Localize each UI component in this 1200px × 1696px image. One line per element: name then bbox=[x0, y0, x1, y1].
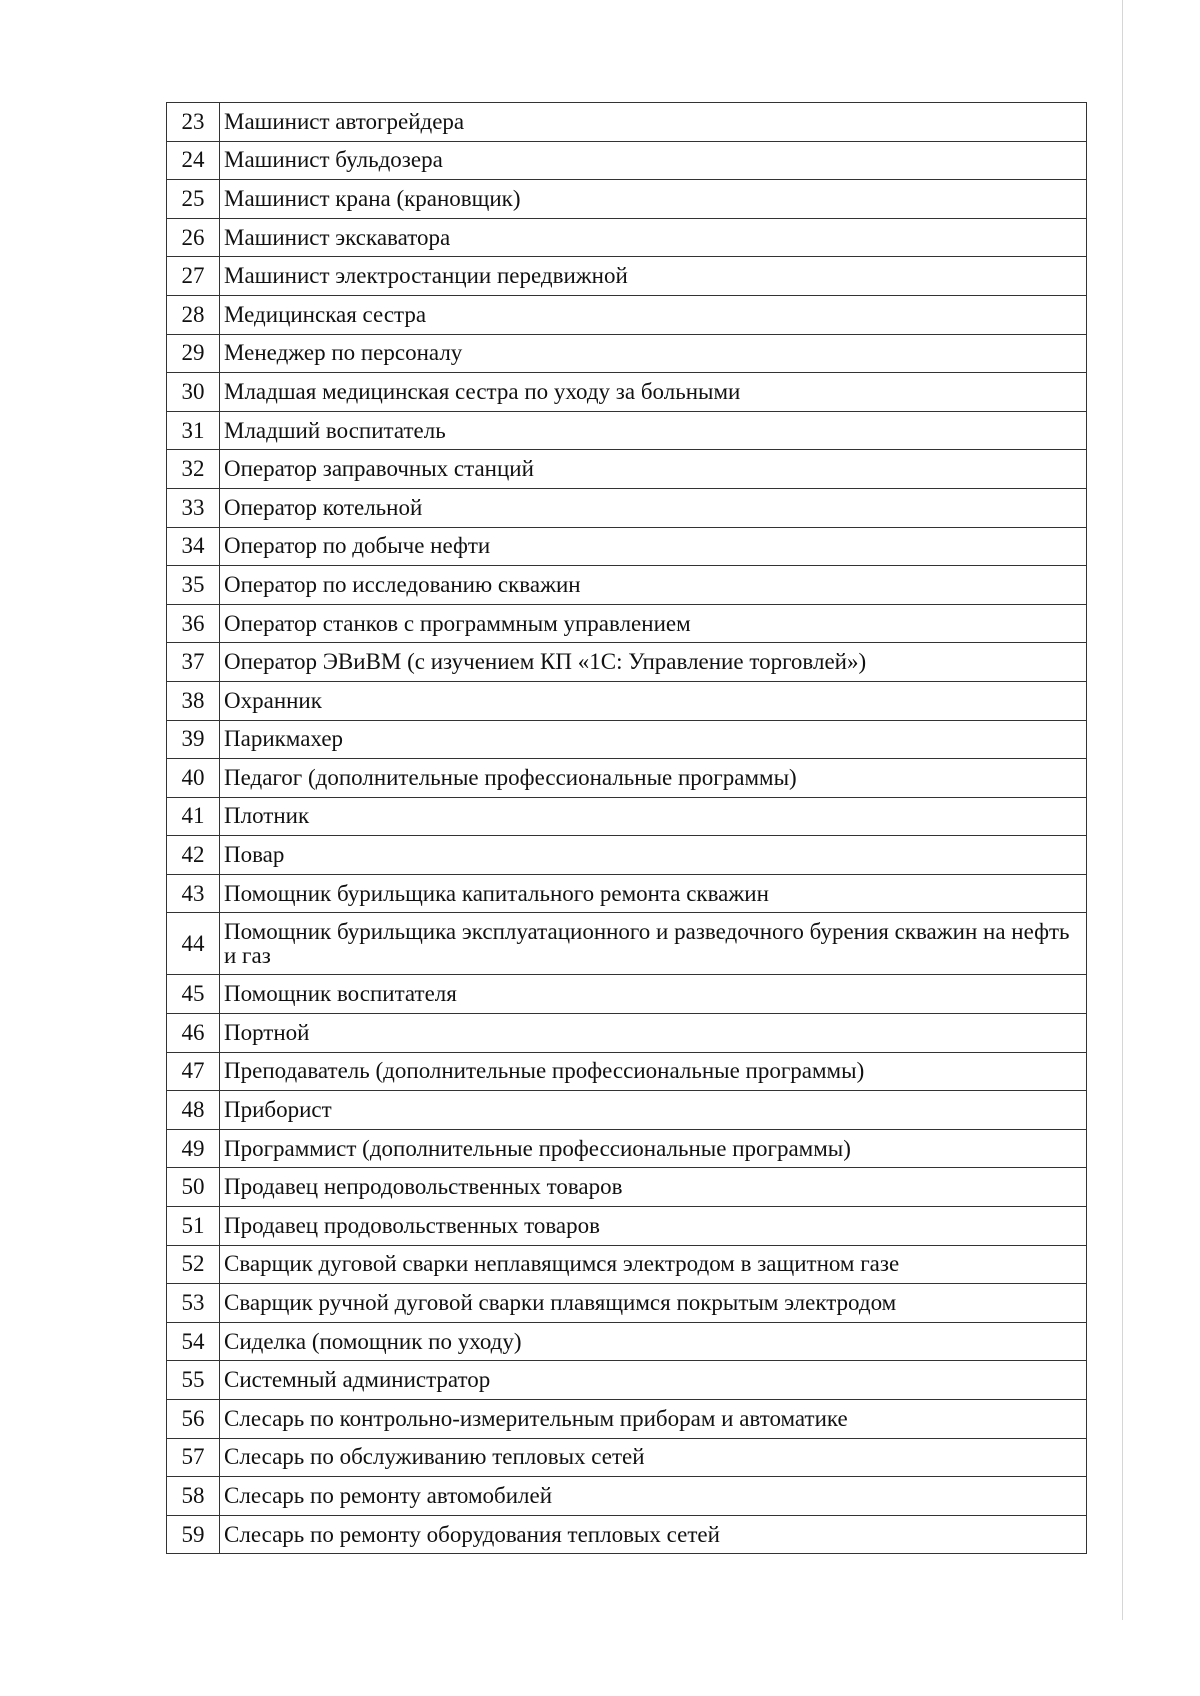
row-number: 51 bbox=[167, 1207, 220, 1246]
row-number: 52 bbox=[167, 1245, 220, 1284]
row-number: 34 bbox=[167, 527, 220, 566]
row-number: 26 bbox=[167, 218, 220, 257]
profession-name: Младший воспитатель bbox=[220, 411, 1087, 450]
table-row bbox=[167, 373, 1087, 412]
row-number: 32 bbox=[167, 450, 220, 489]
row-number: 42 bbox=[167, 836, 220, 875]
row-number: 44 bbox=[167, 913, 220, 975]
table-row bbox=[167, 913, 1087, 975]
row-number: 48 bbox=[167, 1091, 220, 1130]
profession-name: Сиделка (помощник по уходу) bbox=[220, 1322, 1087, 1361]
row-number: 57 bbox=[167, 1438, 220, 1477]
profession-name: Портной bbox=[220, 1014, 1087, 1053]
table-row bbox=[167, 295, 1087, 334]
row-number: 36 bbox=[167, 604, 220, 643]
profession-name: Оператор по добыче нефти bbox=[220, 527, 1087, 566]
row-number: 28 bbox=[167, 295, 220, 334]
table-row bbox=[167, 1322, 1087, 1361]
table-row bbox=[167, 180, 1087, 219]
row-number: 41 bbox=[167, 797, 220, 836]
profession-name: Менеджер по персоналу bbox=[220, 334, 1087, 373]
profession-name: Машинист экскаватора bbox=[220, 218, 1087, 257]
profession-name: Педагог (дополнительные профессиональные программы) bbox=[220, 759, 1087, 798]
profession-name: Машинист автогрейдера bbox=[220, 103, 1087, 142]
row-number: 39 bbox=[167, 720, 220, 759]
table-row bbox=[167, 1129, 1087, 1168]
table-row bbox=[167, 103, 1087, 142]
table-row bbox=[167, 643, 1087, 682]
table-row bbox=[167, 566, 1087, 605]
profession-name: Оператор станков с программным управлением bbox=[220, 604, 1087, 643]
table-row bbox=[167, 450, 1087, 489]
table-row bbox=[167, 1477, 1087, 1516]
row-number: 43 bbox=[167, 874, 220, 913]
profession-name: Слесарь по ремонту автомобилей bbox=[220, 1477, 1087, 1516]
table-row bbox=[167, 334, 1087, 373]
table-row bbox=[167, 1438, 1087, 1477]
profession-name: Сварщик ручной дуговой сварки плавящимся покрытым электродом bbox=[220, 1284, 1087, 1323]
profession-name: Преподаватель (дополнительные профессиональные программы) bbox=[220, 1052, 1087, 1091]
table-row bbox=[167, 1284, 1087, 1323]
profession-name: Слесарь по контрольно-измерительным приборам и автоматике bbox=[220, 1400, 1087, 1439]
profession-table bbox=[166, 102, 1087, 1554]
profession-name: Машинист крана (крановщик) bbox=[220, 180, 1087, 219]
profession-name: Охранник bbox=[220, 681, 1087, 720]
row-number: 45 bbox=[167, 975, 220, 1014]
row-number: 53 bbox=[167, 1284, 220, 1323]
profession-name: Слесарь по ремонту оборудования тепловых сетей bbox=[220, 1515, 1087, 1554]
table-row bbox=[167, 218, 1087, 257]
table-row bbox=[167, 975, 1087, 1014]
profession-name: Сварщик дуговой сварки неплавящимся электродом в защитном газе bbox=[220, 1245, 1087, 1284]
table-row bbox=[167, 411, 1087, 450]
table-row bbox=[167, 257, 1087, 296]
table-row bbox=[167, 797, 1087, 836]
row-number: 35 bbox=[167, 566, 220, 605]
profession-name: Оператор ЭВиВМ (с изучением КП «1С: Управление торговлей») bbox=[220, 643, 1087, 682]
profession-name: Оператор по исследованию скважин bbox=[220, 566, 1087, 605]
profession-name: Помощник воспитателя bbox=[220, 975, 1087, 1014]
profession-name: Машинист электростанции передвижной bbox=[220, 257, 1087, 296]
profession-name: Повар bbox=[220, 836, 1087, 875]
row-number: 54 bbox=[167, 1322, 220, 1361]
profession-name: Продавец продовольственных товаров bbox=[220, 1207, 1087, 1246]
scan-edge-line bbox=[1122, 0, 1123, 1620]
profession-name: Плотник bbox=[220, 797, 1087, 836]
row-number: 23 bbox=[167, 103, 220, 142]
profession-name: Помощник бурильщика капитального ремонта скважин bbox=[220, 874, 1087, 913]
profession-name: Системный администратор bbox=[220, 1361, 1087, 1400]
table-row bbox=[167, 681, 1087, 720]
row-number: 40 bbox=[167, 759, 220, 798]
row-number: 59 bbox=[167, 1515, 220, 1554]
profession-name: Слесарь по обслуживанию тепловых сетей bbox=[220, 1438, 1087, 1477]
profession-name: Оператор заправочных станций bbox=[220, 450, 1087, 489]
table-row bbox=[167, 1515, 1087, 1554]
profession-name: Парикмахер bbox=[220, 720, 1087, 759]
row-number: 38 bbox=[167, 681, 220, 720]
table-row bbox=[167, 141, 1087, 180]
table-row bbox=[167, 1014, 1087, 1053]
table-row bbox=[167, 1168, 1087, 1207]
row-number: 49 bbox=[167, 1129, 220, 1168]
table-row bbox=[167, 874, 1087, 913]
row-number: 58 bbox=[167, 1477, 220, 1516]
row-number: 27 bbox=[167, 257, 220, 296]
profession-name: Медицинская сестра bbox=[220, 295, 1087, 334]
row-number: 24 bbox=[167, 141, 220, 180]
profession-name: Приборист bbox=[220, 1091, 1087, 1130]
row-number: 25 bbox=[167, 180, 220, 219]
table-row bbox=[167, 527, 1087, 566]
row-number: 50 bbox=[167, 1168, 220, 1207]
table-row bbox=[167, 1207, 1087, 1246]
row-number: 37 bbox=[167, 643, 220, 682]
row-number: 55 bbox=[167, 1361, 220, 1400]
table-row bbox=[167, 836, 1087, 875]
profession-name: Продавец непродовольственных товаров bbox=[220, 1168, 1087, 1207]
row-number: 46 bbox=[167, 1014, 220, 1053]
row-number: 29 bbox=[167, 334, 220, 373]
profession-name: Оператор котельной bbox=[220, 488, 1087, 527]
table-row bbox=[167, 488, 1087, 527]
row-number: 56 bbox=[167, 1400, 220, 1439]
profession-name: Программист (дополнительные профессиональные программы) bbox=[220, 1129, 1087, 1168]
row-number: 33 bbox=[167, 488, 220, 527]
table-row bbox=[167, 720, 1087, 759]
profession-name: Машинист бульдозера bbox=[220, 141, 1087, 180]
table-row bbox=[167, 604, 1087, 643]
row-number: 47 bbox=[167, 1052, 220, 1091]
table-row bbox=[167, 1245, 1087, 1284]
table-row bbox=[167, 1400, 1087, 1439]
row-number: 30 bbox=[167, 373, 220, 412]
table-row bbox=[167, 1052, 1087, 1091]
table-row bbox=[167, 759, 1087, 798]
profession-name: Помощник бурильщика эксплуатационного и разведочного бурения скважин на нефть и газ bbox=[220, 913, 1087, 975]
row-number: 31 bbox=[167, 411, 220, 450]
profession-table-body bbox=[167, 103, 1087, 1554]
profession-name: Младшая медицинская сестра по уходу за больными bbox=[220, 373, 1087, 412]
table-row bbox=[167, 1361, 1087, 1400]
table-row bbox=[167, 1091, 1087, 1130]
